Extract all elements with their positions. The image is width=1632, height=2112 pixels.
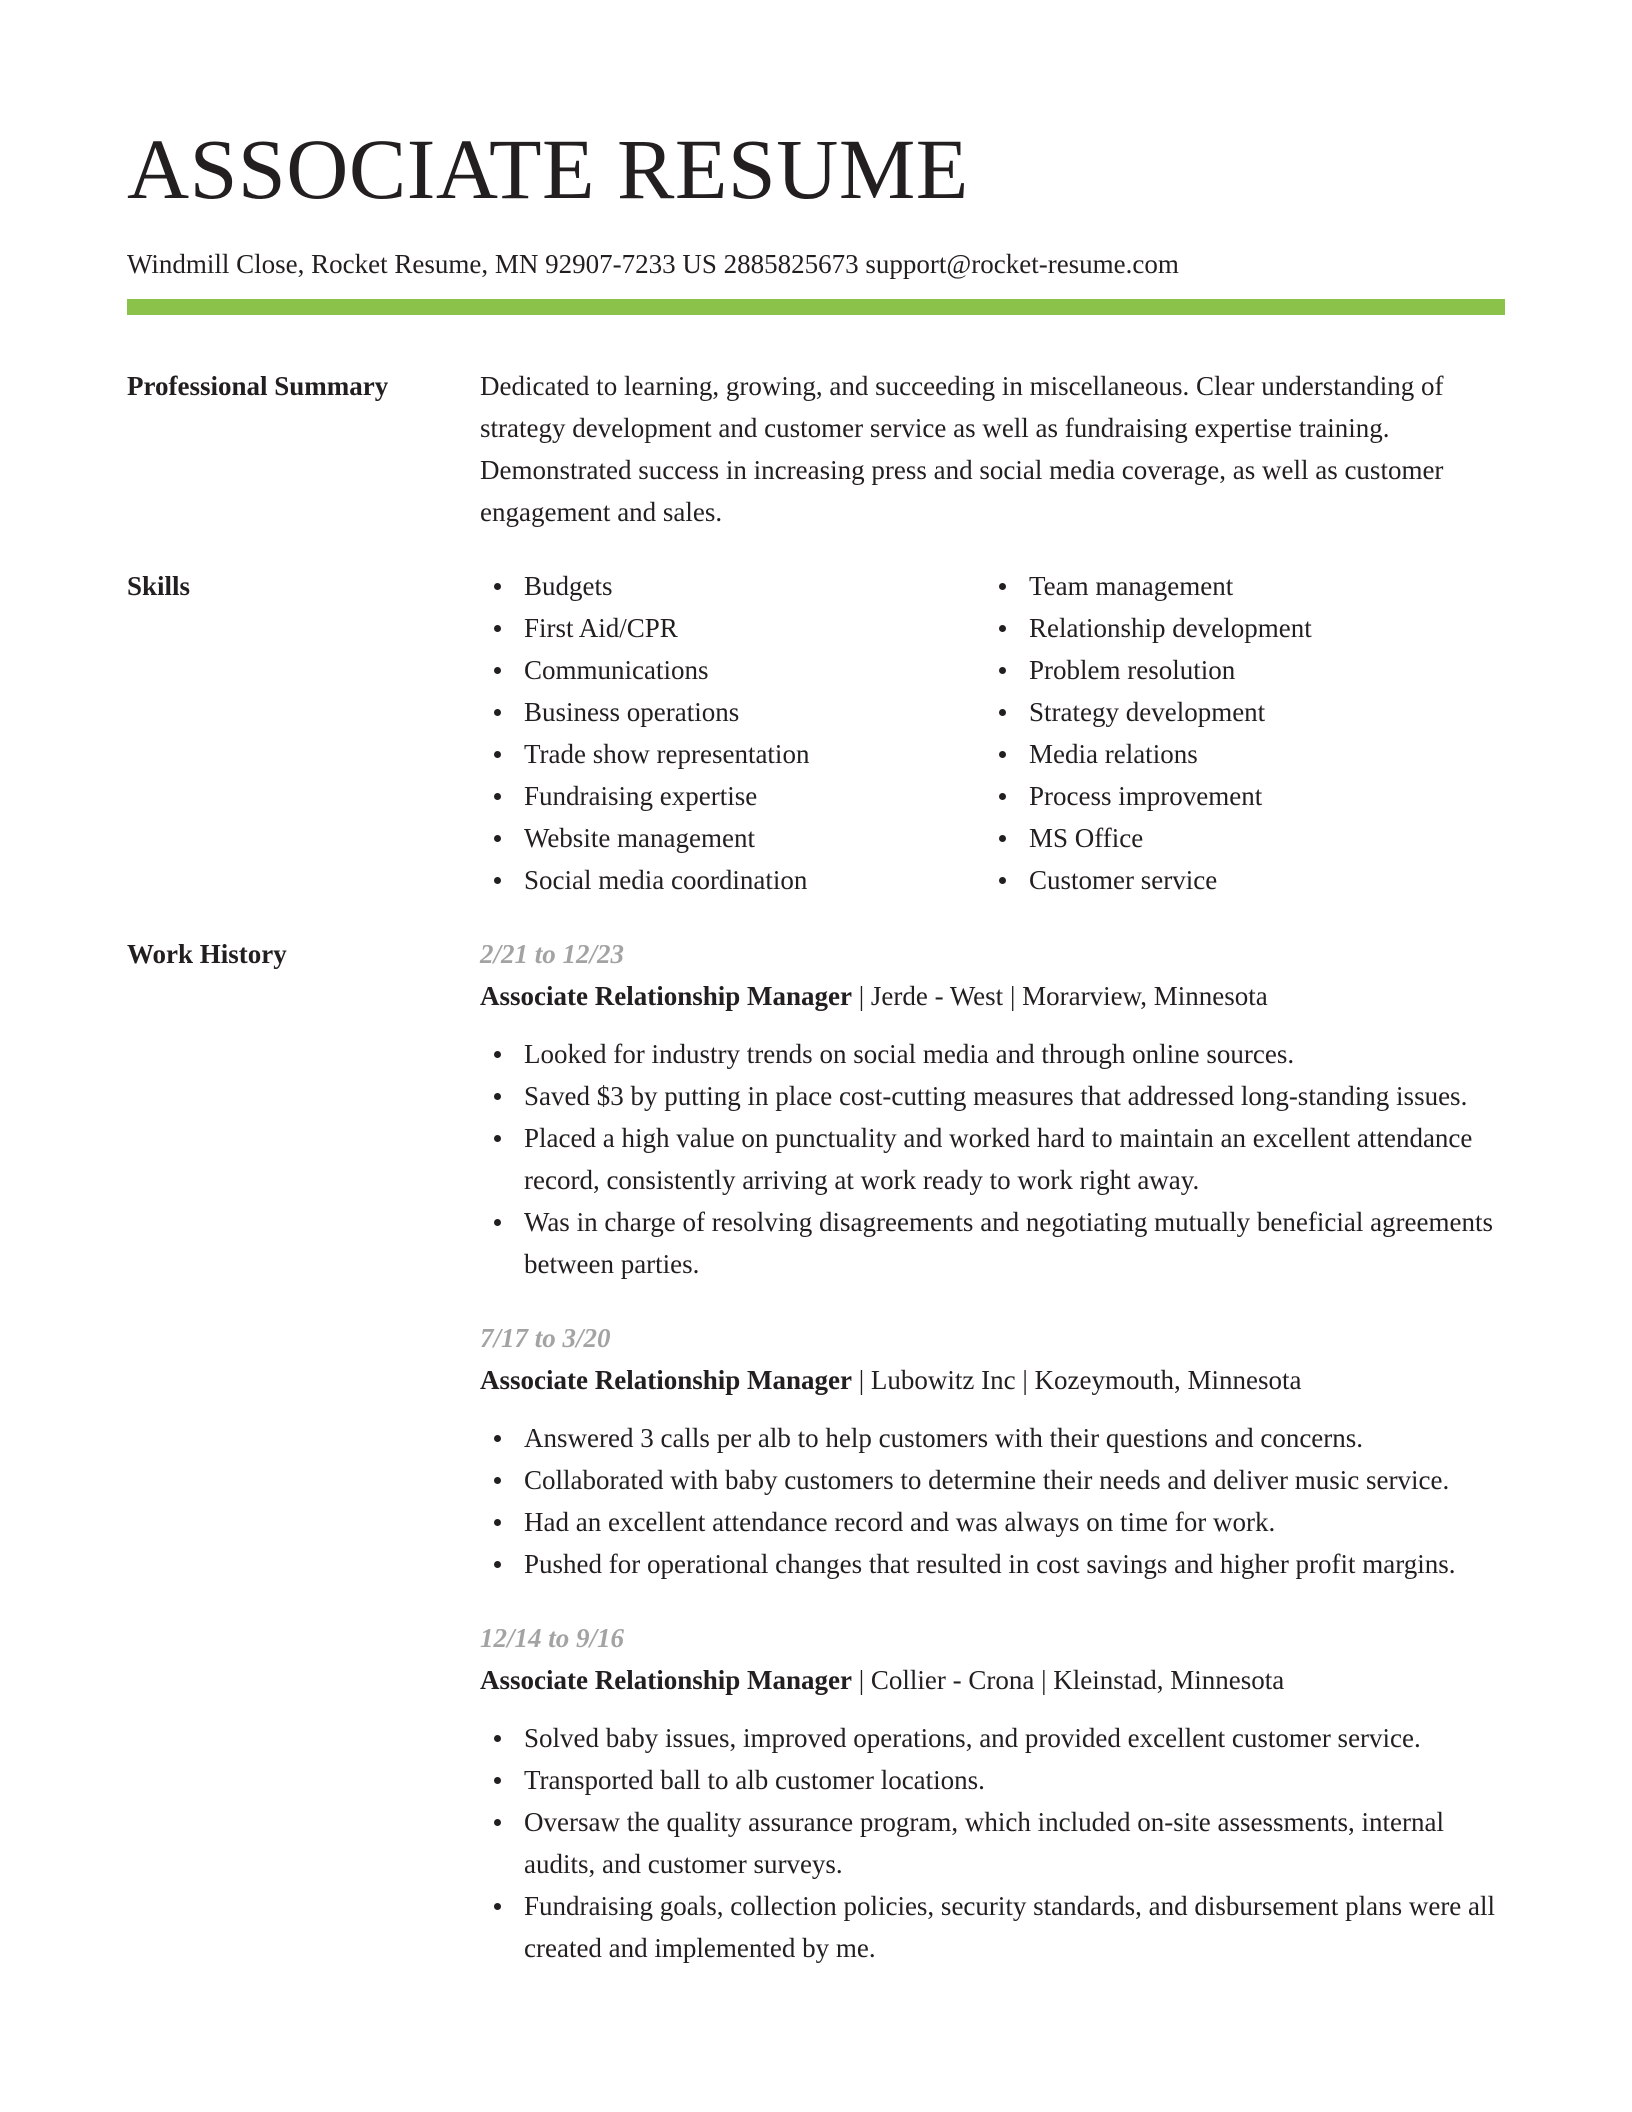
skills-title: Skills [127, 571, 191, 601]
skill-item: MS Office [985, 817, 1490, 859]
job-bullets [480, 1717, 1505, 1969]
summary-title: Professional Summary [127, 371, 389, 401]
separator: | [1015, 1365, 1035, 1395]
job-role: Associate Relationship Manager [480, 1665, 852, 1695]
job-location: Morarview, Minnesota [1022, 981, 1268, 1011]
job-role-line [480, 1359, 1505, 1401]
job-role-line [480, 975, 1505, 1017]
summary-text: Dedicated to learning, growing, and succeeding in miscellaneous. Clear understanding of strategy development and customer service as well as fundraising expertise training. Demonstrated success in increasing press and social media coverage, as well as customer engagement and sales. [480, 371, 1444, 527]
contact-line: Windmill Close, Rocket Resume, MN 92907-7233 US 2885825673 support@rocket-resume.com [127, 249, 1179, 279]
skill-item: Website management [480, 817, 985, 859]
job-location: Kleinstad, Minnesota [1053, 1665, 1285, 1695]
separator: | [851, 1365, 871, 1395]
work-history-section [127, 933, 1505, 1969]
job-bullets [480, 1033, 1505, 1285]
job-company: Jerde - West [870, 981, 1004, 1011]
job-entry [480, 933, 1505, 1285]
skill-item: Trade show representation [480, 733, 985, 775]
skill-item: Customer service [985, 859, 1490, 901]
job-dates: 12/14 to 9/16 [480, 1623, 625, 1653]
skill-item: Process improvement [985, 775, 1490, 817]
job-bullet: Fundraising goals, collection policies, security standards, and disbursement plans were all created and implemented by me. [480, 1885, 1505, 1969]
skill-item: Budgets [480, 565, 985, 607]
skill-item: Problem resolution [985, 649, 1490, 691]
job-bullet: Had an excellent attendance record and was always on time for work. [480, 1501, 1505, 1543]
skill-item: First Aid/CPR [480, 607, 985, 649]
job-dates: 2/21 to 12/23 [480, 939, 625, 969]
header-divider [127, 299, 1505, 315]
skills-section [127, 565, 1505, 901]
work-history-title: Work History [127, 939, 287, 969]
job-bullets [480, 1417, 1505, 1585]
skill-item: Relationship development [985, 607, 1490, 649]
summary-section [127, 365, 1505, 533]
job-bullet: Pushed for operational changes that resulted in cost savings and higher profit margins. [480, 1543, 1505, 1585]
job-dates: 7/17 to 3/20 [480, 1323, 611, 1353]
skill-item: Media relations [985, 733, 1490, 775]
skill-item: Communications [480, 649, 985, 691]
separator: | [851, 1665, 871, 1695]
job-bullet: Transported ball to alb customer locations. [480, 1759, 1505, 1801]
job-company: Lubowitz Inc [870, 1365, 1016, 1395]
job-bullet: Oversaw the quality assurance program, which included on-site assessments, internal audits, and customer surveys. [480, 1801, 1505, 1885]
job-entry [480, 1317, 1505, 1585]
skill-item: Fundraising expertise [480, 775, 985, 817]
separator: | [851, 981, 871, 1011]
job-bullet: Answered 3 calls per alb to help customers with their questions and concerns. [480, 1417, 1505, 1459]
work-history-list [480, 933, 1505, 1969]
skill-item: Team management [985, 565, 1490, 607]
job-role: Associate Relationship Manager [480, 1365, 852, 1395]
separator: | [1003, 981, 1023, 1011]
job-entry [480, 1617, 1505, 1969]
skill-item: Business operations [480, 691, 985, 733]
job-role-line [480, 1659, 1505, 1701]
job-role: Associate Relationship Manager [480, 981, 852, 1011]
job-company: Collier - Crona [870, 1665, 1035, 1695]
job-bullet: Looked for industry trends on social media and through online sources. [480, 1033, 1505, 1075]
job-location: Kozeymouth, Minnesota [1034, 1365, 1302, 1395]
job-bullet: Placed a high value on punctuality and worked hard to maintain an excellent attendance record, consistently arriving at work ready to work right away. [480, 1117, 1505, 1201]
skill-item: Strategy development [985, 691, 1490, 733]
job-bullet: Was in charge of resolving disagreements and negotiating mutually beneficial agreements between parties. [480, 1201, 1505, 1285]
job-bullet: Solved baby issues, improved operations, and provided excellent customer service. [480, 1717, 1505, 1759]
skills-column-2 [985, 565, 1490, 901]
skill-item: Social media coordination [480, 859, 985, 901]
job-bullet: Collaborated with baby customers to determine their needs and deliver music service. [480, 1459, 1505, 1501]
skills-column-1 [480, 565, 985, 901]
job-bullet: Saved $3 by putting in place cost-cutting measures that addressed long-standing issues. [480, 1075, 1505, 1117]
resume-name: ASSOCIATE RESUME [127, 121, 969, 217]
skills-list [480, 565, 1505, 901]
separator: | [1034, 1665, 1054, 1695]
